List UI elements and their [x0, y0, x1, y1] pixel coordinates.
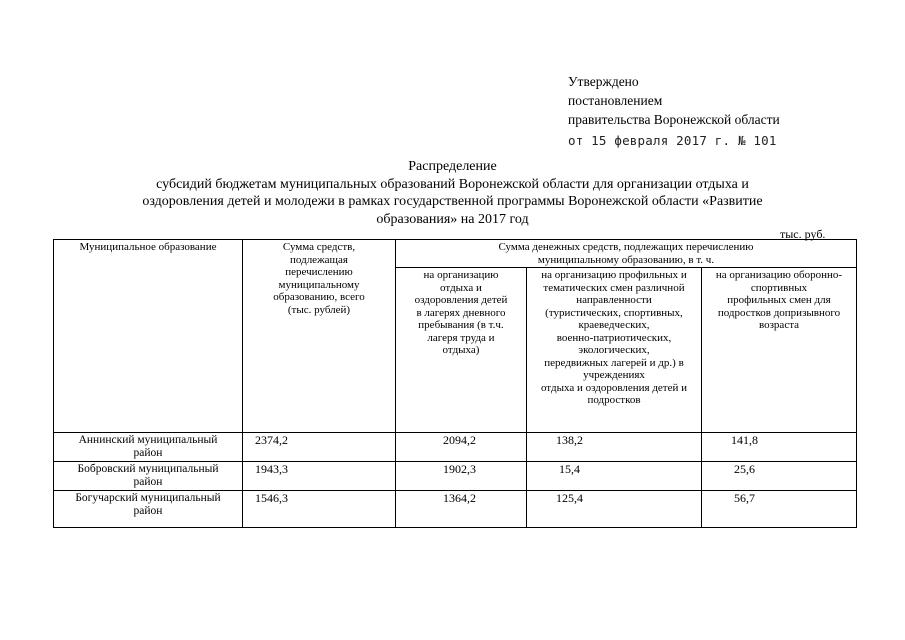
header-profile-shifts-text: на организацию профильных и тематических смен различной направленности (туристических, спортивных, краеведческих, военно-патриотических, экологических, передвижных лагерей и др.) в учреждениях отдыха и оздоровления детей и подростков	[540, 269, 688, 406]
header-municipality-text: Муниципальное образование	[79, 241, 217, 253]
row-municipality-text: Аннинский муниципальный район	[78, 434, 218, 459]
row-defense-shifts: 141,8	[702, 433, 857, 462]
row-defense-shifts: 56,7	[702, 491, 857, 528]
row-profile-shifts: 125,4	[527, 491, 702, 528]
row-municipality	[54, 433, 243, 462]
row-day-camps: 2094,2	[396, 433, 527, 462]
approval-line-3: правительства Воронежской области	[568, 112, 780, 127]
row-total: 1546,3	[243, 491, 396, 528]
row-profile-shifts: 15,4	[527, 462, 702, 491]
row-day-camps: 1364,2	[396, 491, 527, 528]
header-defense-shifts-text: на организацию оборонно- спортивных профильных смен для подростков допризывного возраста	[715, 269, 843, 331]
approval-date: от 15 февраля 2017 г. № 101	[568, 133, 777, 148]
row-municipality-text: Богучарский муниципальный район	[75, 492, 221, 517]
subsidy-table	[53, 239, 857, 528]
row-municipality-text: Бобровский муниципальный район	[77, 463, 219, 488]
unit-label: тыс. руб.	[780, 227, 826, 241]
table-row	[54, 462, 857, 491]
header-day-camps	[396, 268, 527, 433]
title-line-4: образования» на 2017 год	[376, 211, 529, 227]
table-row	[54, 491, 857, 528]
approval-line-1: Утверждено	[568, 74, 639, 89]
approval-line-2: постановлением	[568, 93, 663, 108]
header-defense-shifts	[702, 268, 857, 433]
header-day-camps-text: на организацию отдыха и оздоровления детей в лагерях дневного пребывания (в т.ч. лагеря труда и отдыха)	[414, 269, 508, 356]
row-total: 2374,2	[243, 433, 396, 462]
header-municipality	[54, 240, 243, 433]
header-group	[396, 240, 857, 268]
header-profile-shifts	[527, 268, 702, 433]
row-profile-shifts: 138,2	[527, 433, 702, 462]
row-defense-shifts: 25,6	[702, 462, 857, 491]
header-total	[243, 240, 396, 433]
title-line-2: субсидий бюджетам муниципальных образований Воронежской области для организации отдыха и	[156, 176, 749, 192]
header-group-text: Сумма денежных средств, подлежащих перечислению муниципальному образованию, в т. ч.	[498, 241, 754, 266]
row-municipality	[54, 462, 243, 491]
row-municipality	[54, 491, 243, 528]
header-total-text: Сумма средств, подлежащая перечислению муниципальному образованию, всего (тыс. рублей)	[273, 241, 365, 316]
row-day-camps: 1902,3	[396, 462, 527, 491]
title-line-1: Распределение	[408, 159, 497, 174]
table-row	[54, 433, 857, 462]
approval-block	[568, 72, 780, 150]
row-total: 1943,3	[243, 462, 396, 491]
title-line-3: оздоровления детей и молодежи в рамках государственной программы Воронежской области «Развитие	[142, 194, 763, 209]
document-title	[0, 158, 905, 228]
